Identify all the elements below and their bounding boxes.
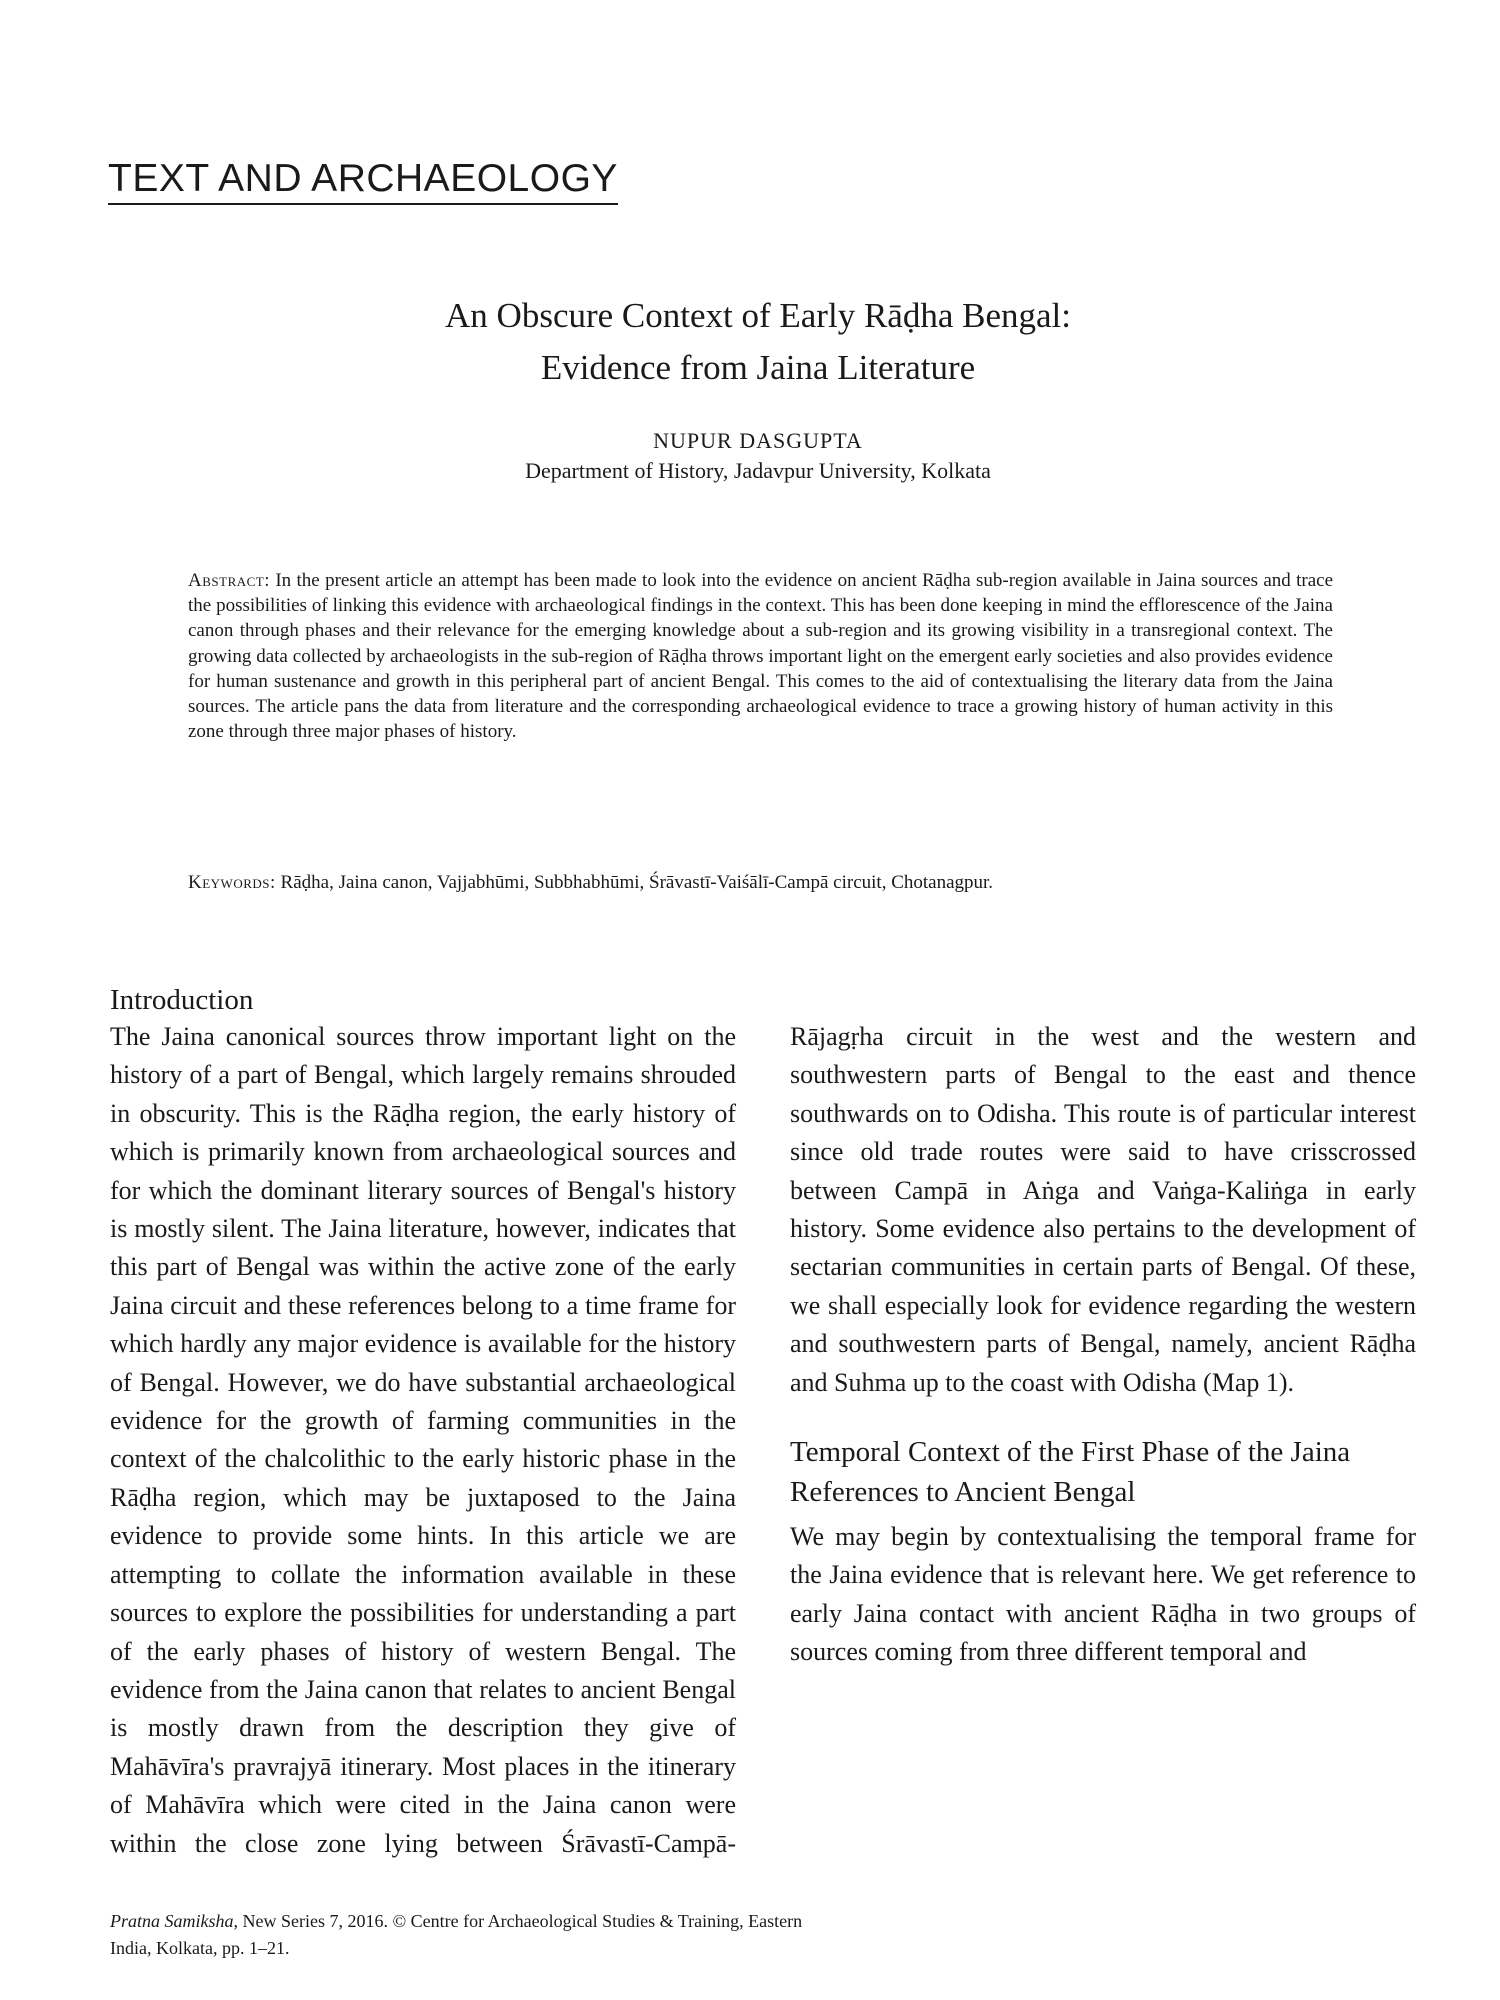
- article-title-line-2: Evidence from Jaina Literature: [540, 348, 976, 387]
- introduction-text: The Jaina canonical sources throw important light on the history of a part of Bengal, which largely remains shrouded in obscurity. This is the Rāḍha region, the early history of which is primarily known from archaeological sources and for which the dominant literary sources of Bengal's history is mostly silent. The Jaina literature, however, indicates that this part of Bengal was within the active zone of the early Jaina circuit and these references belong to a time frame for which hardly any major evidence is available for the history of Bengal. However, we do have substantial archaeological evidence for the growth of farming communities in the context of the chalcolithic to the early historic phase in the Rāḍha region, which may be juxtaposed to the Jaina evidence to provide some hints. In this article we are attempting to collate the information available in these sources to explore the possibilities for understanding a part of the early phases of history of western Bengal. The evidence from the Jaina canon that relates to ancient Bengal is mostly drawn from the description they give of Mahāvīra's pravrajyā itinerary. Most places in the itinerary of Mahāvīra which were cited in the Jaina canon were within the close zone lying between Śrāvastī-Campā-Rājagṛha circuit in the west and the western and southwestern parts of Bengal to the east and thence southwards on to Odisha. This route is of particular interest since old trade routes were said to have crisscrossed between Campā in Aṅga and Vaṅga-Kaliṅga in early history. Some evidence also pertains to the development of sectarian communities in certain parts of Bengal. Of these, we shall especially look for evidence regarding the western and southwestern parts of Bengal, namely, ancient Rāḍha and Suhma up to the coast with Odisha (Map 1).: [110, 1022, 1416, 1858]
- journal-name: Pratna Samiksha: [110, 1911, 234, 1931]
- article-header: [120, 290, 1396, 486]
- abstract: [188, 568, 1333, 744]
- keywords-text: Rāḍha, Jaina canon, Vajjabhūmi, Subbhabhūmi, Śrāvastī-Vaiśālī-Campā circuit, Chotanagpur.: [280, 872, 994, 893]
- abstract-label: Abstract:: [188, 570, 271, 591]
- keywords: [188, 870, 1333, 895]
- keywords-label: Keywords:: [188, 872, 276, 893]
- section-label: TEXT AND ARCHAEOLOGY: [108, 158, 618, 205]
- footer-citation: , New Series 7, 2016. © Centre for Archaeological Studies & Training, Eastern India, Kolkata, pp. 1–21.: [110, 1911, 803, 1958]
- abstract-text: In the present article an attempt has been made to look into the evidence on ancient Rāḍha sub-region available in Jaina sources and trace the possibilities of linking this evidence with archaeological findings in the context. This has been done keeping in mind the efflorescence of the Jaina canon through phases and their relevance for the emerging knowledge about a sub-region and its growing visibility in a transregional context. The growing data collected by archaeologists in the sub-region of Rāḍha throws important light on the emergent early societies and also provides evidence for human sustenance and growth in this peripheral part of ancient Bengal. This comes to the aid of contextualising the literary data from the Jaina sources. The article pans the data from literature and the corresponding archaeological evidence to trace a growing history of human activity in this zone through three major phases of history.: [188, 570, 1333, 743]
- introduction-heading: Introduction: [110, 984, 254, 1016]
- temporal-section-heading: Temporal Context of the First Phase of the Jaina References to Ancient Bengal: [790, 1436, 1351, 1509]
- page-footer: [110, 1908, 810, 1962]
- author-name: NUPUR DASGUPTA: [653, 428, 863, 453]
- author-affiliation: Department of History, Jadavpur University, Kolkata: [525, 458, 991, 483]
- temporal-section-text: We may begin by contextualising the temporal frame for the Jaina evidence that is relevant here. We get reference to early Jaina contact with ancient Rāḍha in two groups of sources coming from three different temporal and: [790, 1522, 1416, 1667]
- body-text-flow: [110, 1018, 1416, 1898]
- article-title-line-1: An Obscure Context of Early Rāḍha Bengal:: [445, 296, 1071, 335]
